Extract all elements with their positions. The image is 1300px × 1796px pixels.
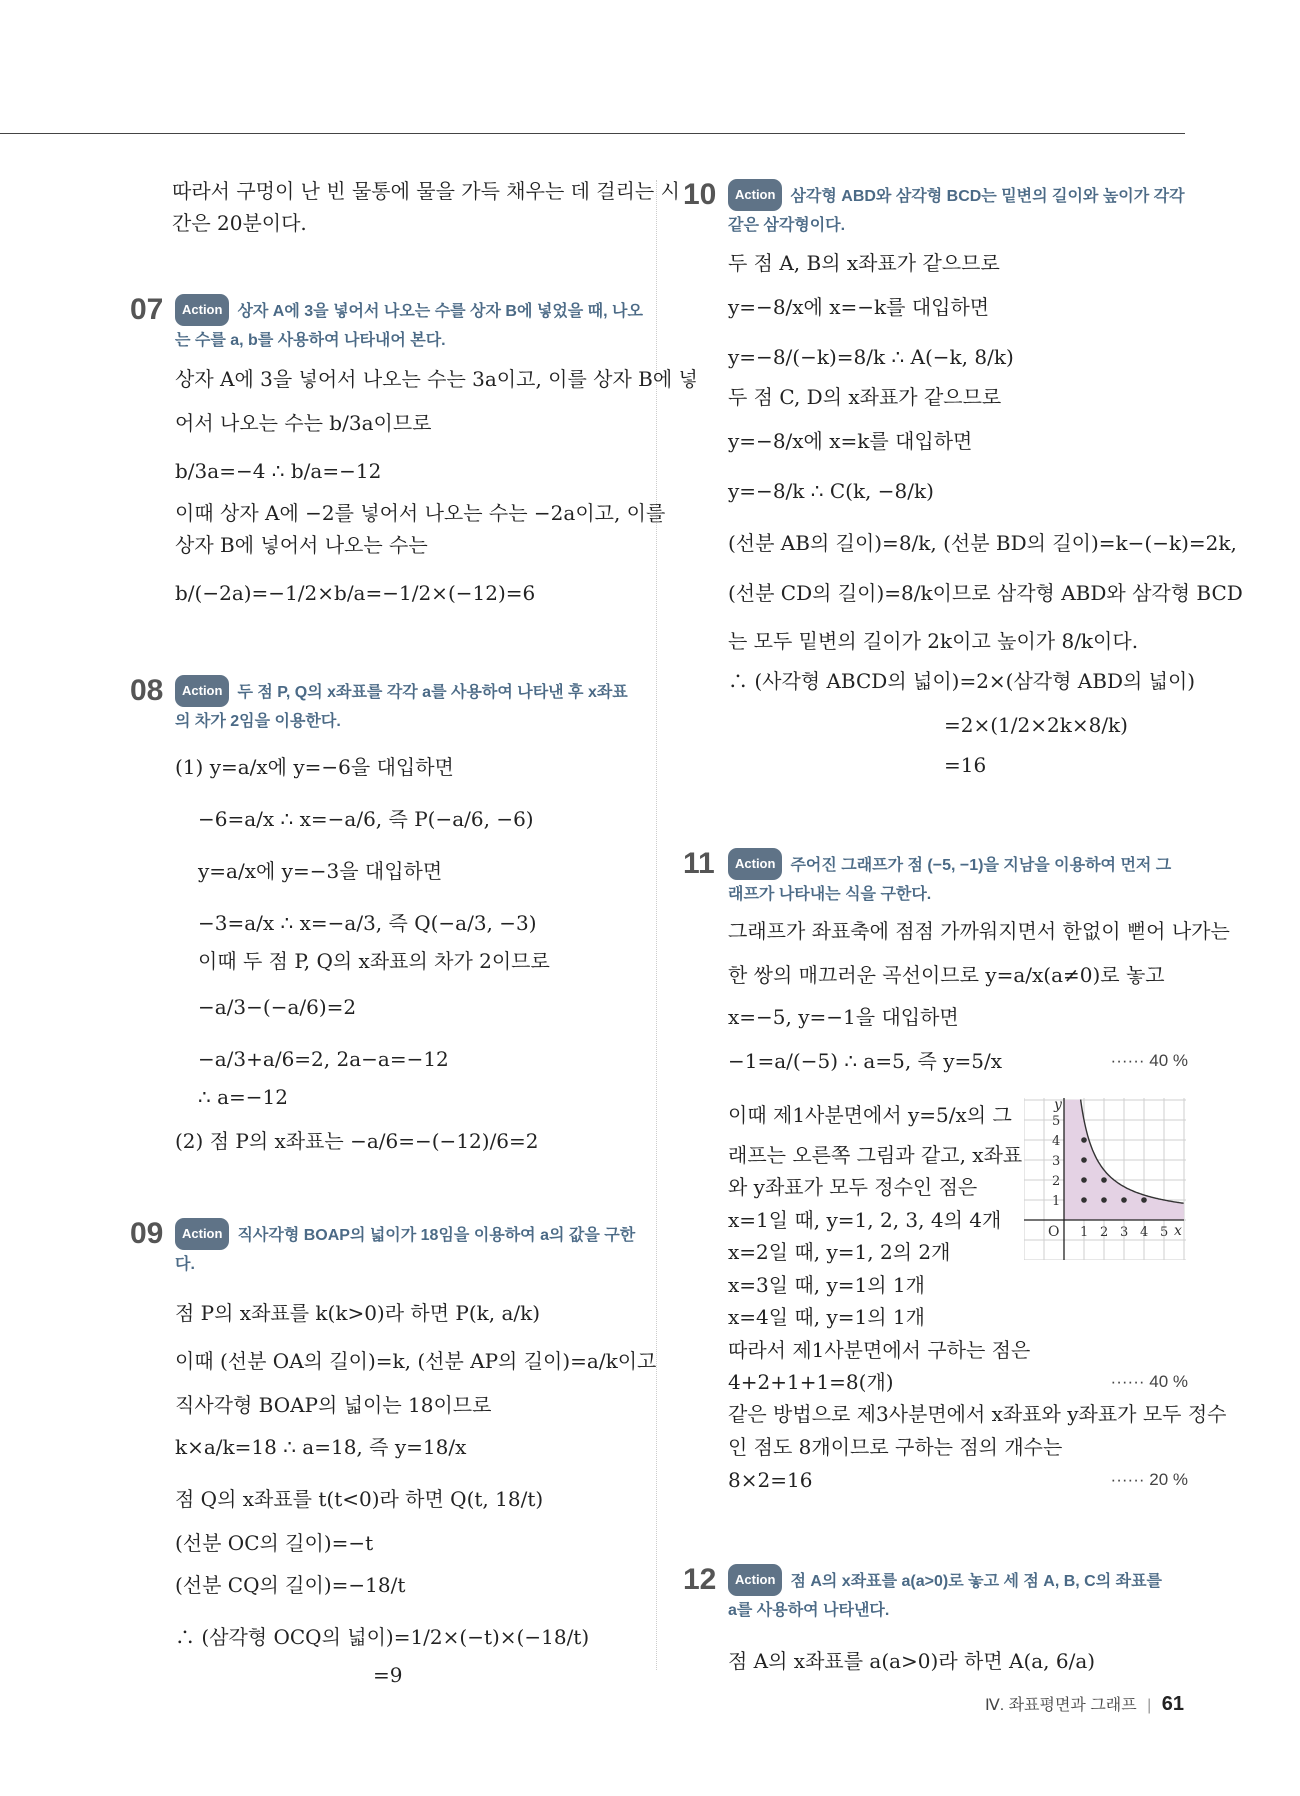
text-line: (선분 CD의 길이)=8/k이므로 삼각형 ABD와 삼각형 BCD xyxy=(728,581,1243,605)
text-line: 래프는 오른쪽 그림과 같고, x좌표 xyxy=(728,1143,1023,1167)
text-line: 상자 A에 3을 넣어서 나오는 수는 3a이고, 이를 상자 B에 넣 xyxy=(175,367,698,391)
text-line: (2) 점 P의 x좌표는 −a/6=−(−12)/6=2 xyxy=(175,1129,539,1153)
text-line: 한 쌍의 매끄러운 곡선이므로 y=a/x(a≠0)로 놓고 xyxy=(728,963,1165,987)
text-line: x=3일 때, y=1의 1개 xyxy=(728,1273,925,1297)
lattice-point xyxy=(1141,1197,1147,1203)
text-line: 두 점 A, B의 x좌표가 같으므로 xyxy=(728,251,1000,275)
text-line: =9 xyxy=(373,1663,403,1687)
action-hint: 다. xyxy=(175,1256,195,1273)
action-hint: 래프가 나타내는 식을 구한다. xyxy=(728,886,932,903)
action-badge: Action xyxy=(175,1218,229,1250)
origin-label: O xyxy=(1048,1224,1060,1240)
text-line: 어서 나오는 수는 b/3a이므로 xyxy=(175,411,432,435)
text-line: 4+2+1+1=8(개) xyxy=(728,1370,894,1394)
x-tick-label: 5 xyxy=(1160,1225,1169,1240)
page-number: 61 xyxy=(1161,1693,1184,1715)
problem-number-12: 12 xyxy=(683,1563,717,1596)
text-line: −a/3−(−a/6)=2 xyxy=(198,995,357,1019)
action-hint: a를 사용하여 나타낸다. xyxy=(728,1602,890,1619)
y-tick-label: 3 xyxy=(1052,1154,1061,1169)
text-line: (선분 OC의 길이)=−t xyxy=(175,1531,374,1555)
text-line: ∴ (삼각형 OCQ의 넓이)=1/2×(−t)×(−18/t) xyxy=(175,1625,590,1649)
action-badge: Action xyxy=(175,294,229,326)
action-hint: Action 주어진 그래프가 점 (−5, −1)을 지남을 이용하여 먼저 그 xyxy=(728,848,1171,881)
text-line: ∴ (사각형 ABCD의 넓이)=2×(삼각형 ABD의 넓이) xyxy=(728,669,1196,693)
lattice-point xyxy=(1081,1137,1087,1143)
y-tick-label: 5 xyxy=(1052,1114,1061,1129)
text-line: y=a/x에 y=−3을 대입하면 xyxy=(198,859,443,883)
lattice-point xyxy=(1081,1177,1087,1183)
score-percent: ······ 40 % xyxy=(1110,1051,1188,1070)
text-line: =16 xyxy=(944,753,987,777)
lattice-point xyxy=(1101,1197,1107,1203)
text-line: 같은 방법으로 제3사분면에서 x좌표와 y좌표가 모두 정수 xyxy=(728,1402,1227,1426)
action-hint: Action 삼각형 ABD와 삼각형 BCD는 밑변의 길이와 높이가 각각 xyxy=(728,179,1185,212)
lattice-point xyxy=(1081,1197,1087,1203)
text-line: =2×(1/2×2k×8/k) xyxy=(944,713,1128,737)
text-line: x=−5, y=−1을 대입하면 xyxy=(728,1005,959,1029)
text-line: x=4일 때, y=1의 1개 xyxy=(728,1305,925,1329)
problem-number-09: 09 xyxy=(130,1217,164,1250)
text-line: 이때 상자 A에 −2를 넣어서 나오는 수는 −2a이고, 이를 xyxy=(175,501,666,525)
text-line: 따라서 구멍이 난 빈 물통에 물을 가득 채우는 데 걸리는 시 xyxy=(172,179,680,203)
inverse-proportion-graph xyxy=(1024,1096,1186,1260)
problem-number-11: 11 xyxy=(683,847,715,880)
action-hint: Action 직사각형 BOAP의 넓이가 18임을 이용하여 a의 값을 구한 xyxy=(175,1218,635,1251)
action-badge: Action xyxy=(175,675,229,707)
text-line: −a/3+a/6=2, 2a−a=−12 xyxy=(198,1047,449,1071)
text-line: b/(−2a)=−1/2×b/a=−1/2×(−12)=6 xyxy=(175,581,536,605)
text-line: k×a/k=18 ∴ a=18, 즉 y=18/x xyxy=(175,1435,467,1459)
score-percent: ······ 40 % xyxy=(1110,1372,1188,1391)
action-badge: Action xyxy=(728,1564,782,1596)
lattice-point xyxy=(1121,1197,1127,1203)
x-tick-label: 1 xyxy=(1080,1225,1089,1240)
text-line: 는 모두 밑변의 길이가 2k이고 높이가 8/k이다. xyxy=(728,629,1139,653)
text-line: 8×2=16 xyxy=(728,1468,813,1492)
problem-number-07: 07 xyxy=(130,293,164,326)
x-tick-label: 4 xyxy=(1140,1225,1149,1240)
text-line: 점 Q의 x좌표를 t(t<0)라 하면 Q(t, 18/t) xyxy=(175,1487,544,1511)
action-hint: 의 차가 2임을 이용한다. xyxy=(175,713,341,730)
text-line: 와 y좌표가 모두 정수인 점은 xyxy=(728,1175,978,1199)
text-line: 간은 20분이다. xyxy=(172,211,307,235)
problem-number-08: 08 xyxy=(130,674,164,707)
text-line: y=−8/(−k)=8/k ∴ A(−k, 8/k) xyxy=(728,345,1014,369)
text-line: 상자 B에 넣어서 나오는 수는 xyxy=(175,533,428,557)
text-line: x=2일 때, y=1, 2의 2개 xyxy=(728,1240,951,1264)
text-line: ∴ a=−12 xyxy=(198,1085,288,1109)
text-line: 따라서 제1사분면에서 구하는 점은 xyxy=(728,1338,1031,1362)
lattice-point xyxy=(1081,1157,1087,1163)
x-tick-label: 3 xyxy=(1120,1225,1129,1240)
text-line: 두 점 C, D의 x좌표가 같으므로 xyxy=(728,385,1002,409)
text-line: y=−8/k ∴ C(k, −8/k) xyxy=(728,479,934,503)
text-line: x=1일 때, y=1, 2, 3, 4의 4개 xyxy=(728,1208,1002,1232)
text-line: (선분 CQ의 길이)=−18/t xyxy=(175,1573,406,1597)
top-rule xyxy=(0,133,1185,134)
y-tick-label: 2 xyxy=(1052,1174,1061,1189)
action-badge: Action xyxy=(728,179,782,211)
text-line: 그래프가 좌표축에 점점 가까워지면서 한없이 뻗어 나가는 xyxy=(728,919,1230,943)
action-hint: 같은 삼각형이다. xyxy=(728,217,846,234)
page-footer: Ⅳ. 좌표평면과 그래프 | 61 xyxy=(984,1693,1184,1715)
action-badge: Action xyxy=(728,848,782,880)
action-hint: 는 수를 a, b를 사용하여 나타내어 본다. xyxy=(175,332,446,349)
lattice-point xyxy=(1101,1177,1107,1183)
text-line: 이때 (선분 OA의 길이)=k, (선분 AP의 길이)=a/k이고 xyxy=(175,1349,657,1373)
text-line: −6=a/x ∴ x=−a/6, 즉 P(−a/6, −6) xyxy=(198,807,534,831)
text-line: (1) y=a/x에 y=−6을 대입하면 xyxy=(175,755,454,779)
problem-number-10: 10 xyxy=(683,178,717,211)
text-line: −1=a/(−5) ∴ a=5, 즉 y=5/x xyxy=(728,1049,1003,1073)
action-hint: Action 두 점 P, Q의 x좌표를 각각 a를 사용하여 나타낸 후 x좌표 xyxy=(175,675,628,708)
text-line: 이때 두 점 P, Q의 x좌표의 차가 2이므로 xyxy=(198,949,550,973)
action-hint: Action 상자 A에 3을 넣어서 나오는 수를 상자 B에 넣었을 때, 나오 xyxy=(175,294,643,327)
y-axis-label: y xyxy=(1054,1097,1062,1113)
action-hint: Action 점 A의 x좌표를 a(a>0)로 놓고 세 점 A, B, C의 좌표를 xyxy=(728,1564,1162,1597)
text-line: 점 A의 x좌표를 a(a>0)라 하면 A(a, 6/a) xyxy=(728,1649,1096,1673)
text-line: 직사각형 BOAP의 넓이는 18이므로 xyxy=(175,1393,492,1417)
column-divider xyxy=(656,180,657,1670)
text-line: (선분 AB의 길이)=8/k, (선분 BD의 길이)=k−(−k)=2k, xyxy=(728,531,1237,555)
text-line: −3=a/x ∴ x=−a/3, 즉 Q(−a/3, −3) xyxy=(198,911,537,935)
text-line: y=−8/x에 x=−k를 대입하면 xyxy=(728,295,990,319)
y-tick-label: 4 xyxy=(1052,1134,1061,1149)
chapter-title: Ⅳ. 좌표평면과 그래프 xyxy=(984,1697,1137,1714)
x-axis-label: x xyxy=(1174,1223,1182,1239)
text-line: 점 P의 x좌표를 k(k>0)라 하면 P(k, a/k) xyxy=(175,1301,541,1325)
text-line: b/3a=−4 ∴ b/a=−12 xyxy=(175,459,382,483)
text-line: 이때 제1사분면에서 y=5/x의 그 xyxy=(728,1103,1012,1127)
x-tick-label: 2 xyxy=(1100,1225,1109,1240)
score-percent: ······ 20 % xyxy=(1110,1470,1188,1489)
y-tick-label: 1 xyxy=(1052,1194,1061,1209)
text-line: y=−8/x에 x=k를 대입하면 xyxy=(728,429,973,453)
text-line: 인 점도 8개이므로 구하는 점의 개수는 xyxy=(728,1435,1063,1459)
